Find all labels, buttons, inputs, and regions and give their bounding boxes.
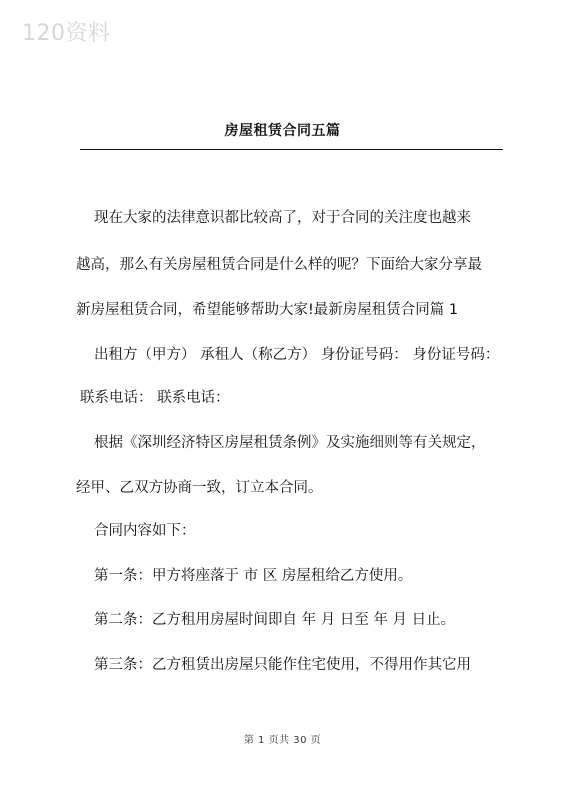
title-underline [80, 149, 503, 150]
body-line: 越高，那么有关房屋租赁合同是什么样的呢？下面给大家分享最 [76, 257, 482, 273]
body-line: 出租方（甲方） 承租人（称乙方） 身份证号码： 身份证号码： [94, 347, 500, 363]
body-line: 根据《深圳经济特区房屋租赁条例》及实施细则等有关规定， [94, 435, 486, 451]
body-line: 联系电话： 联系电话： [80, 390, 230, 406]
body-line: 新房屋租赁合同，希望能够帮助大家!最新房屋租赁合同篇 1 [76, 302, 459, 318]
body-line: 现在大家的法律意识都比较高了，对于合同的关注度也越来 [94, 210, 471, 226]
page-footer: 第 1 页共 30 页 [243, 735, 322, 746]
body-line: 第一条：甲方将座落于 市 区 房屋租给乙方使用。 [94, 568, 413, 584]
body-line: 经甲、乙双方协商一致，订立本合同。 [76, 480, 323, 496]
document-title: 房屋租赁合同五篇 [224, 123, 341, 139]
body-line: 第二条：乙方租用房屋时间即自 年 月 日至 年 月 日止。 [94, 612, 456, 628]
watermark: 120资料 [22, 21, 111, 46]
body-line: 合同内容如下： [94, 523, 196, 539]
body-line: 第三条：乙方租赁出房屋只能作住宅使用，不得用作其它用 [94, 657, 471, 673]
